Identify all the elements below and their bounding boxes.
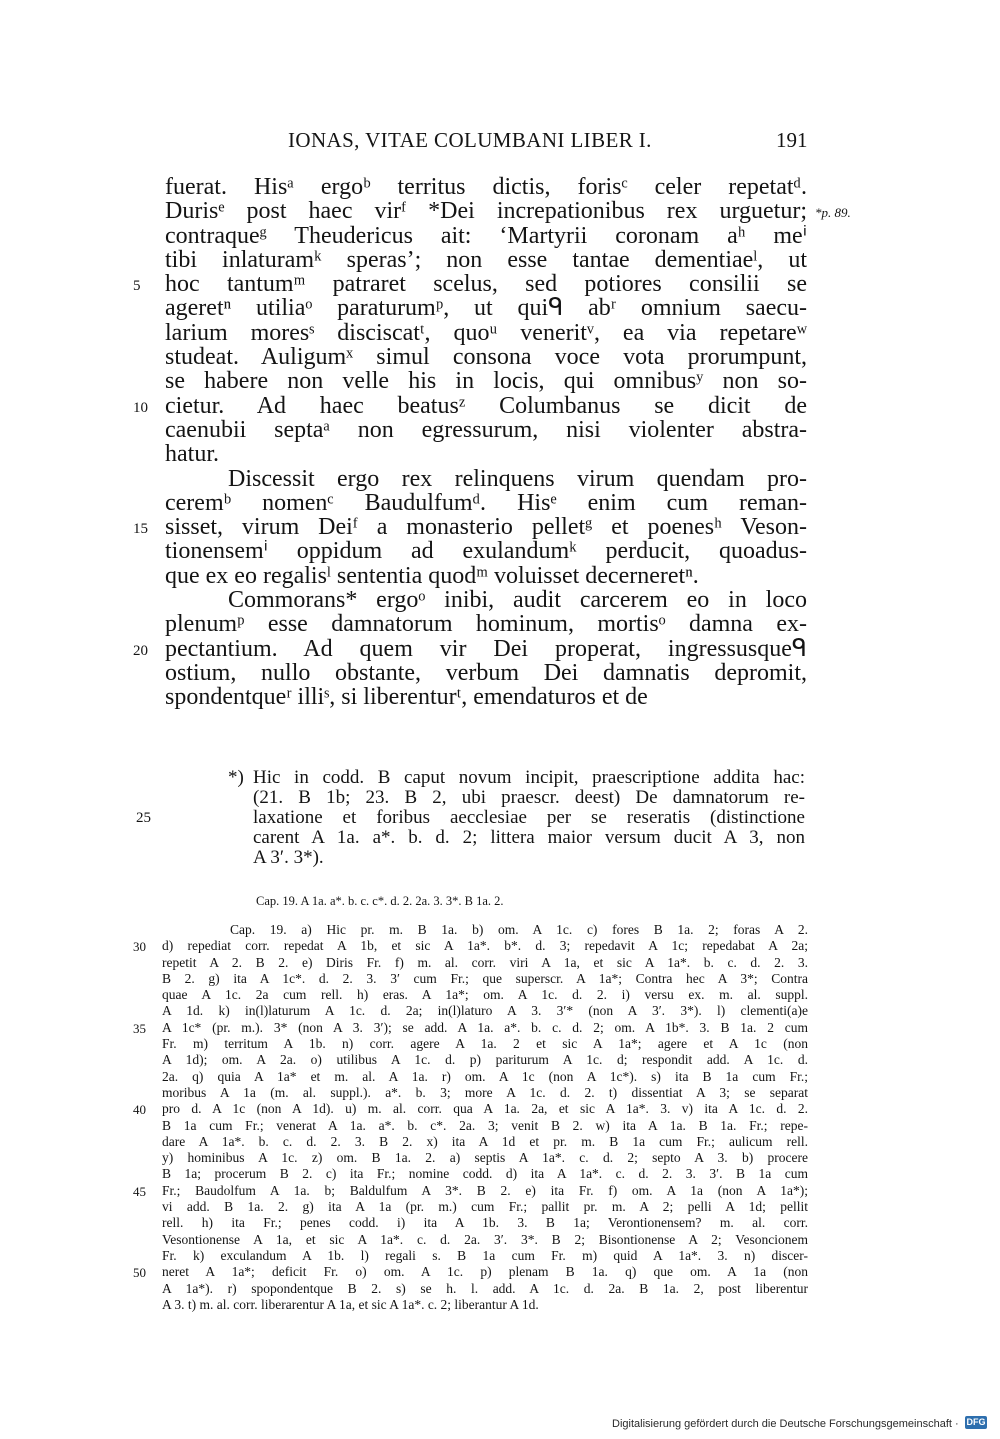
main-text-block <box>0 175 1000 710</box>
line-text: tionensemⁱ oppidum ad exulandumᵏ perducit, quoadus- <box>165 538 807 565</box>
line-number: 10 <box>133 399 148 416</box>
footnote-text: Hic in codd. B caput novum incipit, praescriptione addita hac: <box>253 767 805 788</box>
apparatus-text: moribus A 1a (m. al. suppl.). a*. b. 3; more A 1c. d. 2. t) dissentiat A 3; se separat <box>162 1084 808 1100</box>
text-line <box>0 369 1000 393</box>
apparatus-text: Vesontionense A 1a, et sic A 1a*. c. d. 2a. 3′. 3*. B 2; Bisontionense A 2; Vesoncionem <box>162 1231 808 1247</box>
line-text: Discessit ergo rex relinquens virum quendam pro- <box>228 465 807 492</box>
line-text: cietur. Ad haec beatusᶻ Columbanus se dicit de <box>165 392 807 419</box>
text-line <box>0 199 1000 223</box>
chapter-manuscript-line: Cap. 19. A 1a. a*. b. c. c*. d. 2. 2a. 3. 3*. B 1a. 2. <box>256 894 504 908</box>
footnote-text: (21. B 1b; 23. B 2, ubi praescr. deest) De damnatorum re- <box>253 787 805 808</box>
apparatus-text: rell. h) ita Fr.; penes codd. i) ita A 1b. 3. B 1a; Verontionensem? m. al. corr. <box>162 1215 808 1231</box>
apparatus-line <box>0 1052 1000 1068</box>
apparatus-text: Cap. 19. a) Hic pr. m. B 1a. b) om. A 1c. c) fores B 1a. 2; foras A 2. <box>230 922 808 937</box>
text-line <box>0 564 1000 588</box>
line-text: ostium, nullo obstante, verbum Dei damnatis depromit, <box>165 659 807 686</box>
line-text: hatur. <box>165 441 219 468</box>
footnote-line <box>0 828 1000 848</box>
asterisk-footnote <box>0 768 1000 868</box>
line-number: 25 <box>136 810 151 826</box>
text-line <box>0 637 1000 661</box>
line-text: que ex eo regalisˡ sententia quodᵐ voluisset decerneretⁿ. <box>165 562 699 589</box>
running-header: IONAS, VITAE COLUMBANI LIBER I. <box>288 128 652 152</box>
text-line <box>0 661 1000 685</box>
apparatus-text: B 2. g) ita A 1c*. d. 2. 3. 3′ cum Fr.; que superscr. A 1a*; Contra hec A 3*; Contra <box>162 970 808 986</box>
apparatus-text: pro d. A 1c (non A 1d). u) m. al. corr. qua A 1a. 2a, et sic A 1a*. 3. v) ita A 1c. d. 2. <box>162 1101 808 1117</box>
apparatus-text: vi add. B 1a. 2. g) ita A 1a (pr. m.) cum Fr.; pallit pr. m. A 2; pelli A 1d; pellit <box>162 1199 808 1215</box>
line-number: 30 <box>133 939 146 955</box>
digitization-credit: Digitalisierung gefördert durch die Deutsche Forschungsgemeinschaft · <box>612 1418 959 1430</box>
apparatus-line <box>0 1134 1000 1150</box>
text-line <box>0 685 1000 709</box>
text-line <box>0 442 1000 466</box>
line-number: 40 <box>133 1102 146 1118</box>
margin-reference: *p. 89. <box>815 205 851 221</box>
footnote-mark: *) <box>228 767 244 788</box>
page-number: 191 <box>776 128 808 152</box>
apparatus-line <box>0 1150 1000 1166</box>
apparatus-line <box>0 971 1000 987</box>
text-line <box>0 248 1000 272</box>
line-text: fuerat. Hisᵃ ergoᵇ territus dictis, forisᶜ celer repetatᵈ. <box>165 174 807 200</box>
apparatus-text: neret A 1a*; deficit Fr. o) om. A 1c. p) plenam B 1a. q) que om. A 1a (non <box>162 1264 808 1280</box>
apparatus-text: quae A 1c. 2a cum rell. h) eras. A 1a*; om. A 1c. d. 2. i) versu ex. m. al. suppl. <box>162 987 808 1003</box>
line-text: ceremᵇ nomenᶜ Baudulfumᵈ. Hisᵉ enim cum reman- <box>165 489 807 516</box>
apparatus-text: A 1a*). r) spopondentque B 2. s) se h. l. add. A 1c. d. 2a. B 1a. 2, post liberentur <box>162 1280 808 1296</box>
line-text: sisset, virum Deiᶠ a monasterio pelletᵍ et poenesʰ Veson- <box>165 514 807 541</box>
line-number: 5 <box>133 278 141 295</box>
line-text: contraqueᵍ Theudericus ait: ‘Martyrii coronam aʰ meⁱ <box>165 222 807 249</box>
apparatus-text: d) repediat corr. repedat A 1b, et sic A 1a*. b*. d. 3; repedavit A 1c; repedabat A 2a; <box>162 938 808 954</box>
dfg-logo: DFG <box>966 1417 986 1427</box>
apparatus-text: Fr. m) territum A 1b. n) corr. agere A 1a. 2 et sic A 1a*; agere et A 1c (non <box>162 1036 808 1052</box>
apparatus-text: y) hominibus A 1c. z) om. B 1a. 2. a) septis A 1a*. c. d. 2; septo A 3. b) procere <box>162 1150 808 1166</box>
line-text: caenubii septaᵃ non egressurum, nisi violenter abstra- <box>165 416 807 443</box>
line-number: 45 <box>133 1183 146 1199</box>
footnote-line <box>0 808 1000 828</box>
line-text: spondentqueʳ illiˢ, si liberenturᵗ, emendaturos et de <box>165 684 648 711</box>
line-text: pectantium. Ad quem vir Dei properat, ingressusqueᑫ <box>165 635 807 662</box>
line-text: plenumᵖ esse damnatorum hominum, mortisᵒ damna ex- <box>165 611 807 638</box>
text-line <box>0 272 1000 296</box>
text-line <box>0 418 1000 442</box>
footnote-line <box>0 848 1000 868</box>
footnote-text: A 3′. 3*). <box>253 847 324 868</box>
apparatus-line <box>0 1166 1000 1182</box>
apparatus-text: A 1d); om. A 2a. o) utilibus A 1c. d. p) pariturum A 1c. d; respondit add. A 1c. d. <box>162 1052 808 1068</box>
line-text: tibi inlaturamᵏ speras’; non esse tantae dementiaeˡ, ut <box>165 246 807 273</box>
line-text: larium moresˢ disciscatᵗ, quoᵘ veneritᵛ, ea via repetareʷ <box>165 319 807 346</box>
apparatus-line <box>0 1003 1000 1019</box>
footnote-text: carent A 1a. a*. b. d. 2; littera maior versum ducit A 3, non <box>253 827 805 848</box>
apparatus-text: 2a. q) quia A 1a* et m. al. A 1a. r) om. A 1c (non A 1c*). s) ita B 1a cum Fr.; <box>162 1068 808 1084</box>
text-line <box>0 296 1000 320</box>
text-line <box>0 224 1000 248</box>
apparatus-line <box>0 1248 1000 1264</box>
apparatus-line <box>0 1118 1000 1134</box>
apparatus-text: A 1c* (pr. m.). 3* (non A 3. 3′); se add. A 1a. a*. b. c. d. 2; om. A 1b*. 3. B 1a. 2 cum <box>162 1019 808 1035</box>
text-line <box>0 612 1000 636</box>
line-text: studeat. Auligumˣ simul consona voce vota prorumpunt, <box>165 344 807 371</box>
apparatus-line <box>0 1297 1000 1313</box>
apparatus-line <box>0 1020 1000 1036</box>
line-text: Commorans* ergoᵒ inibi, audit carcerem eo in loco <box>228 587 807 614</box>
line-text: Durisᵉ post haec virᶠ *Dei increpationibus rex urguetur; <box>165 198 807 225</box>
line-number: 50 <box>133 1265 146 1281</box>
apparatus-text: A 3. t) m. al. corr. liberarentur A 1a, et sic A 1a*. c. 2; liberantur A 1d. <box>162 1296 539 1312</box>
line-number: 15 <box>133 521 148 538</box>
text-line <box>0 491 1000 515</box>
text-line <box>0 345 1000 369</box>
text-line <box>0 467 1000 491</box>
apparatus-text: Fr.; Baudolfum A 1a. b; Baldulfum A 3*. B 2. e) ita Fr. f) om. A 1a (non A 1a*); <box>162 1182 808 1198</box>
apparatus-line <box>0 987 1000 1003</box>
apparatus-line <box>0 1183 1000 1199</box>
apparatus-text: A 1d. k) in(l)laturum A 1c. d. 2a; in(l)laturo A 3. 3′* (non A 3′. 3*). l) clementi(a)e <box>162 1003 808 1019</box>
line-text: se habere non velle his in locis, qui omnibusʸ non so- <box>165 368 807 395</box>
apparatus-text: Fr. k) exculandum A 1b. l) regali s. B 1a cum Fr. m) quid A 1a*. 3. n) discer- <box>162 1247 808 1263</box>
apparatus-line <box>0 1085 1000 1101</box>
line-number: 35 <box>133 1020 146 1036</box>
apparatus-line <box>0 1101 1000 1117</box>
text-line <box>0 539 1000 563</box>
apparatus-line <box>0 1264 1000 1280</box>
line-number: 20 <box>133 642 148 659</box>
apparatus-line <box>0 938 1000 954</box>
apparatus-text: B 1a cum Fr.; venerat A 1a. a*. b. c*. 2a. 3; venit B 2. w) ita A 1a. B 1a. Fr.; repe- <box>162 1117 808 1133</box>
text-line <box>0 175 1000 199</box>
footnote-line <box>0 768 1000 788</box>
apparatus-line <box>0 1199 1000 1215</box>
text-line <box>0 515 1000 539</box>
text-line <box>0 588 1000 612</box>
apparatus-line <box>0 1215 1000 1231</box>
apparatus-text: repetit A 2. B 2. e) Diris Fr. f) m. al. corr. viri A 1a, et sic A 1a*. b. c. d. 2. 3. <box>162 954 808 970</box>
apparatus-line <box>0 1232 1000 1248</box>
apparatus-line <box>0 1281 1000 1297</box>
apparatus-text: B 1a; procerum B 2. c) ita Fr.; nomine codd. d) ita A 1a*. c. d. 2. 3. 3′. B 1a cum <box>162 1166 808 1182</box>
text-line <box>0 394 1000 418</box>
apparatus-line <box>0 955 1000 971</box>
critical-apparatus <box>0 922 1000 1313</box>
apparatus-line <box>0 1069 1000 1085</box>
text-line <box>0 321 1000 345</box>
apparatus-line <box>0 922 1000 938</box>
footnote-text: laxatione et foribus aecclesiae per se reseratis (distinctione <box>253 807 805 828</box>
line-text: hoc tantumᵐ patraret scelus, sed potiores consilii se <box>165 271 807 298</box>
apparatus-line <box>0 1036 1000 1052</box>
line-text: ageretⁿ utiliaᵒ paraturumᵖ, ut quiᑫ abʳ omnium saecu- <box>165 295 807 322</box>
apparatus-text: dare A 1a*. b. c. d. 2. 3. B 2. x) ita A 1d et pr. m. B 1a cum Fr.; aulicum rell. <box>162 1133 808 1149</box>
footnote-line <box>0 788 1000 808</box>
